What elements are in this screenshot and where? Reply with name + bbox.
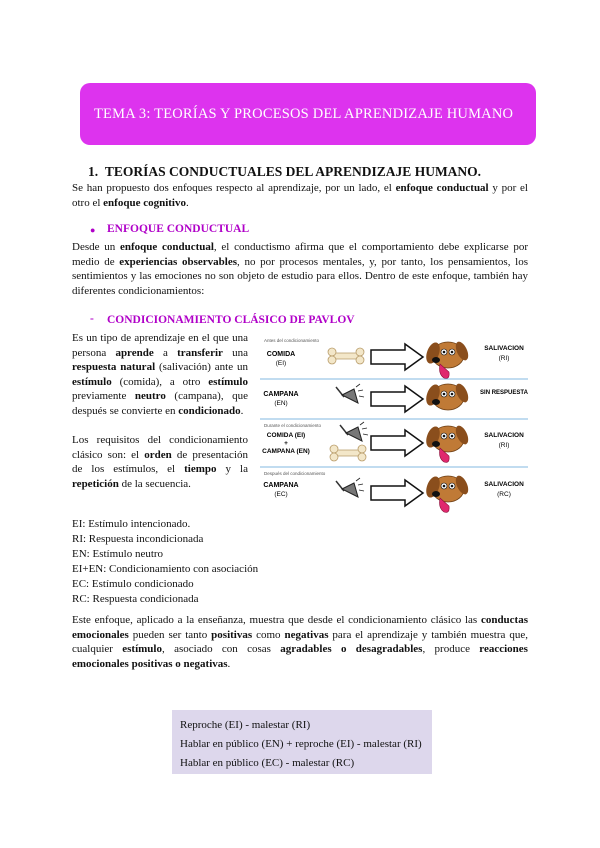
bold-term: condicionado [178,404,241,417]
text: . [240,404,244,417]
text: (salivación) ante un [155,361,248,373]
row3-stimulus-2: CAMPANA (EN) [262,448,310,455]
after-label: Después del condicionamiento [264,471,326,476]
text: Los requisitos del condicionamiento clásico son: el [72,434,248,461]
text: y por el otro el [72,182,528,209]
pavlov-definition [72,331,248,418]
row1-response-code: (RI) [498,355,510,362]
bold-term: aprende [115,346,154,359]
text: , asociado con cosas [162,643,281,655]
row4-code: (EC) [274,491,288,498]
list-item: RI: Respuesta incondicionada [72,533,204,545]
row1-stimulus: COMIDA [266,351,296,358]
text: Se han propuesto dos enfoques respecto al aprendizaje, por un lado, el [72,182,396,194]
glossary-list [72,517,258,607]
list-item: RC: Respuesta condicionada [72,593,199,605]
list-item: EN: Estímulo neutro [72,548,164,560]
text: y la [216,463,248,475]
bold-term: estímulo [208,375,248,388]
pavlov-requirements [72,433,248,491]
row2-stimulus: CAMPANA [263,391,299,398]
application-paragraph [72,613,528,671]
text: a [153,346,178,359]
text: Este enfoque, aplicado a la enseñanza, muestra que desde el condicionamiento clásico las [72,614,481,626]
text: , no por procesos mentales, y, por tanto, los pensamientos, los sentimientos y las emociones no son objeto de estudio para ellos. Dentro de este enfoque, también hay diferentes condicionamientos: [72,255,528,297]
bold-term: transferir [177,346,223,359]
dog-icon [424,382,471,410]
pavlov-diagram [256,333,532,523]
bold-term: negativas [284,628,329,641]
text: de presentación de los estímulos, el [72,448,248,475]
text: una [222,346,248,359]
dash-marker: - [90,313,94,325]
bold-term: estímulo [122,643,162,655]
text: , el conductismo afirma que el comportamiento debe explicarse por medio de [72,241,528,268]
example-line: Reproche (EI) - malestar (RI) [180,719,311,731]
text: como [252,628,285,641]
before-label: Antes del condicionamiento [264,338,320,343]
dog-icon [424,340,471,368]
row4-stimulus: CAMPANA [263,482,299,489]
list-item: EI: Estímulo intencionado. [72,518,191,530]
bold-term: agradables o desagradables [280,643,423,655]
row2-response: SIN RESPUESTA [480,390,528,396]
row3-response-code: (RI) [498,442,510,449]
section-title: TEORÍAS CONDUCTUALES DEL APRENDIZAJE HUMANO. [104,164,482,179]
section-heading [88,164,481,180]
bold-term: experiencias observables [119,255,238,268]
arrow-icon [371,480,423,506]
bone-icon [328,348,364,364]
section-number: 1. [88,164,99,179]
bell-icon [336,478,364,497]
enfoque-paragraph [72,240,528,298]
title-banner [80,83,536,145]
text: (campana), que después se convierte en [72,390,248,417]
row4-response: SALIVACION [484,481,524,488]
arrow-icon [371,386,423,412]
bold-term: tiempo [184,463,217,475]
text: pueden ser tanto [128,628,212,641]
row3-response: SALIVACION [484,432,524,439]
text: previamente [72,390,135,402]
example-box [172,710,432,774]
row3-stimulus-1: COMIDA (EI) [266,432,306,439]
text: de la secuencia. [118,477,191,490]
bold-term: orden [144,448,172,461]
text: . [227,657,231,670]
dog-icon [424,424,471,452]
bold-term: repetición [72,477,119,490]
text: Desde un [72,241,120,253]
pavlov-heading: CONDICIONAMIENTO CLÁSICO DE PAVLOV [107,314,355,326]
bold-term: estímulo [72,375,112,388]
row2-code: (EN) [274,400,288,407]
row1-code: (EI) [275,360,287,367]
list-item: EI+EN: Condicionamiento con asociación [72,563,259,575]
example-line: Hablar en público (EC) - malestar (RC) [180,757,355,769]
row1-response: SALIVACION [484,345,524,352]
dog-icon [424,474,471,502]
arrow-icon [371,344,423,370]
text: , produce [422,643,480,655]
bold-term: respuesta natural [72,361,156,373]
list-item: EC: Estímulo condicionado [72,578,194,590]
text: (comida), a otro [111,375,209,388]
row4-response-code: (RC) [497,491,511,498]
bold-term: reacciones emocionales positivas o negativas [72,643,528,670]
bold-term: enfoque cognitivo [103,196,186,209]
text: . [185,196,189,209]
bold-term: enfoque conductual [395,182,489,194]
bold-term: neutro [134,390,166,402]
bone-icon [330,445,366,461]
intro-paragraph [72,181,528,210]
during-label: Durante el condicionamiento [264,423,322,428]
bold-term: positivas [211,628,253,641]
bell-icon [336,384,364,403]
bell-icon [340,422,368,441]
text: para el aprendizaje y también muestra que, cualquier [72,628,528,655]
bold-term: enfoque conductual [119,241,214,253]
arrow-icon [371,430,423,456]
example-line: Hablar en público (EN) + reproche (EI) - malestar (RI) [180,738,422,750]
bullet-icon: ● [90,225,96,235]
bold-term: conductas emocionales [72,614,528,641]
page-title: TEMA 3: TEORÍAS Y PROCESOS DEL APRENDIZAJE HUMANO [94,105,514,122]
text: Es un tipo de aprendizaje en el que una persona [72,332,248,359]
enfoque-heading: ENFOQUE CONDUCTUAL [107,223,250,235]
row3-plus: + [284,440,288,447]
